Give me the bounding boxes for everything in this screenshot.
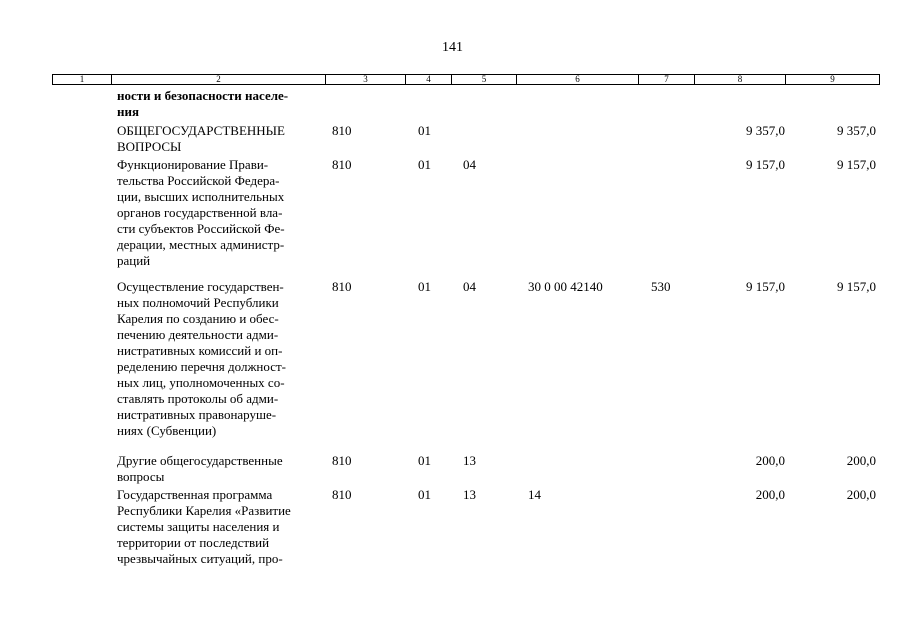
row-name: Государственная программа Республики Карелия «Развитие системы защиты населения и территории от последствий чрезвычайных ситуаций, про- [117,487,291,566]
row-col3: 810 [332,279,352,294]
row-col4: 01 [418,453,431,468]
row-col4: 01 [418,279,431,294]
column-header-3: 3 [326,75,406,84]
row-name: ности и безопасности населе- ния [117,88,289,119]
row-col6: 30 0 00 42140 [528,279,603,294]
row-col5: 13 [463,453,476,468]
row-col9: 9 157,0 [837,157,876,172]
row-name: Функционирование Прави- тельства Российской Федера- ции, высших исполнительных органов государственной вла- сти субъектов Российской Фе- дерации, местных администр- раций [117,157,285,268]
row-col5: 04 [463,279,476,294]
column-header-row [52,74,880,85]
row-col6: 14 [528,487,541,502]
page-number: 141 [442,40,463,55]
row-col4: 01 [418,487,431,502]
column-header-6: 6 [517,75,639,84]
row-col7: 530 [651,279,671,294]
row-col4: 01 [418,157,431,172]
row-name: Другие общегосударственные вопросы [117,453,283,484]
row-col5: 04 [463,157,476,172]
row-col9: 200,0 [846,487,876,502]
row-col8: 9 157,0 [746,157,785,172]
row-col9: 200,0 [846,453,876,468]
column-header-4: 4 [406,75,452,84]
column-header-2: 2 [112,75,326,84]
row-col9: 9 357,0 [837,123,876,138]
row-col8: 9 157,0 [746,279,785,294]
row-col3: 810 [332,453,352,468]
row-col5: 13 [463,487,476,502]
column-header-7: 7 [639,75,695,84]
row-col3: 810 [332,123,352,138]
row-col9: 9 157,0 [837,279,876,294]
row-col3: 810 [332,157,352,172]
row-col8: 9 357,0 [746,123,785,138]
row-col8: 200,0 [755,487,785,502]
column-header-8: 8 [695,75,786,84]
row-col4: 01 [418,123,431,138]
column-header-5: 5 [452,75,517,84]
row-col3: 810 [332,487,352,502]
row-name: Осуществление государствен- ных полномочий Республики Карелия по созданию и обес- печению деятельности адми- нистративных комиссий и оп- ределению перечня должност- ных лиц, уполномоченных со- ставлять протоколы об адми- нистративных правонаруше- ниях (Субвенции) [117,279,286,438]
column-header-1: 1 [53,75,112,84]
row-name: ОБЩЕГОСУДАРСТВЕННЫЕ ВОПРОСЫ [117,123,285,154]
row-col8: 200,0 [755,453,785,468]
column-header-9: 9 [830,74,835,84]
